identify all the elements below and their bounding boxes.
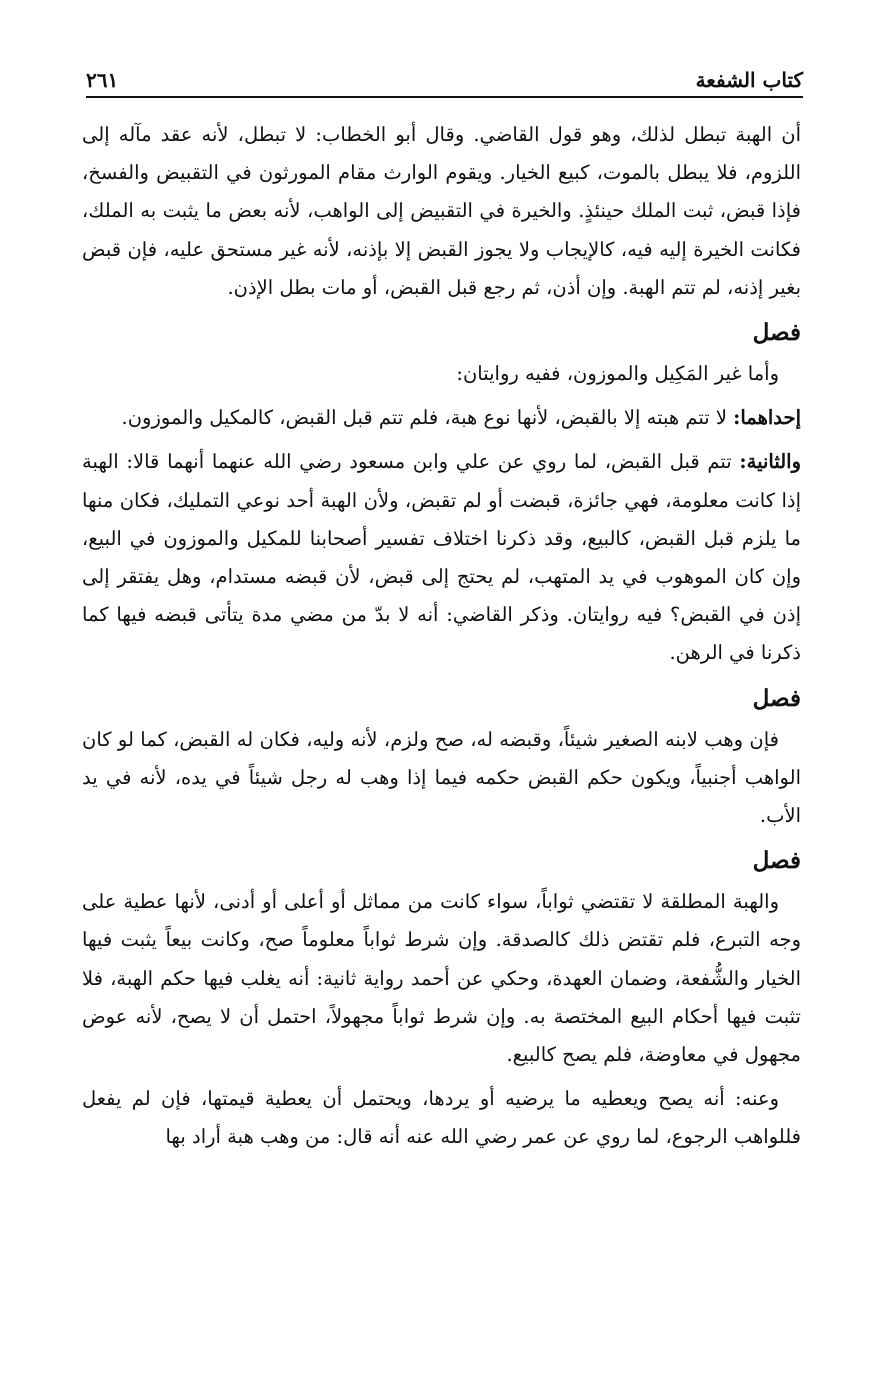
paragraph: والهبة المطلقة لا تقتضي ثواباً، سواء كانت من مماثل أو أعلى أو أدنى، لأنها عطية على وجه التبرع، فلم تقتض ذلك كالصدقة. وإن شرط ثواباً معلوماً صح، وكانت بيعاً يثبت فيها الخيار والشُّفعة، وضمان العهدة، وحكي عن أحمد رواية ثانية: أنه يغلب فيها حكم الهبة، فلا تثبت فيها أحكام البيع المختصة به. وإن شرط ثواباً مجهولاً، احتمل أن لا يصح، لأنه عوض مجهول في معاوضة، فلم يصح كالبيع. bbox=[82, 890, 801, 1067]
running-title: كتاب الشفعة bbox=[695, 68, 803, 92]
paragraph-lead: والثانية: bbox=[739, 450, 801, 474]
paragraph bbox=[82, 443, 801, 672]
page-header bbox=[86, 58, 803, 98]
section-heading: فصل bbox=[752, 319, 801, 347]
section-heading: فصل bbox=[752, 847, 801, 875]
paragraph: وعنه: أنه يصح ويعطيه ما يرضيه أو يردها، ويحتمل أن يعطية قيمتها، فإن لم يفعل فللواهب الرجوع، لما روي عن عمر رضي الله عنه أنه قال: من وهب هبة أراد بها bbox=[82, 1087, 801, 1149]
paragraph bbox=[82, 399, 801, 437]
paragraph-lead: إحداهما: bbox=[733, 406, 801, 430]
paragraph: أن الهبة تبطل لذلك، وهو قول القاضي. وقال أبو الخطاب: لا تبطل، لأنه عقد مآله إلى اللزوم، فلا يبطل بالموت، كبيع الخيار. ويقوم الوارث مقام المورثون في التقبيض والفسخ، فإذا قبض، ثبت الملك حينئذٍ. والخيرة في التقبيض إلى الواهب، لأنه بعض ما يثبت به الملك، فكانت الخيرة إليه فيه، كالإيجاب ولا يجوز القبض إلا بإذنه، لأنه غير مستحق عليه، فإن قبض بغير إذنه، لم تتم الهبة. وإن أذن، ثم رجع قبل القبض، أو مات بطل الإذن. bbox=[82, 123, 801, 299]
paragraph: فإن وهب لابنه الصغير شيئاً، وقبضه له، صح ولزم، لأنه وليه، فكان له القبض، كما لو كان الواهب أجنبياً، ويكون حكم القبض حكمه فيما إذا وهب له رجل شيئاً في يده، لأنه في يد الأب. bbox=[82, 727, 801, 828]
page-number: ٢٦١ bbox=[86, 68, 119, 92]
section-heading: فصل bbox=[752, 684, 801, 712]
paragraph-text: تتم قبل القبض، لما روي عن علي وابن مسعود رضي الله عنهما أنهما قالا: الهبة إذا كانت معلومة، فهي جائزة، قبضت أو لم تقبض، ولأن الهبة أحد نوعي التمليك، فكان منها ما يلزم قبل القبض، كالبيع، وقد ذكرنا اختلاف تفسير أصحابنا للمكيل والموزون في البيع، وإن كان الموهوب في يد المتهب، لم يحتج إلى قبض، لأن قبضه مستدام، وهل يفتقر إلى إذن في القبض؟ فيه روايتان. وذكر القاضي: أنه لا بدّ من مضي مدة يتأتى قبضه فيها كما ذكرنا في الرهن. bbox=[82, 450, 801, 665]
paragraph: وأما غير المَكِيل والموزون، ففيه روايتان: bbox=[456, 362, 779, 386]
page-body bbox=[82, 116, 801, 1163]
paragraph-text: لا تتم هبته إلا بالقبض، لأنها نوع هبة، فلم تتم قبل القبض، كالمكيل والموزون. bbox=[121, 406, 734, 430]
